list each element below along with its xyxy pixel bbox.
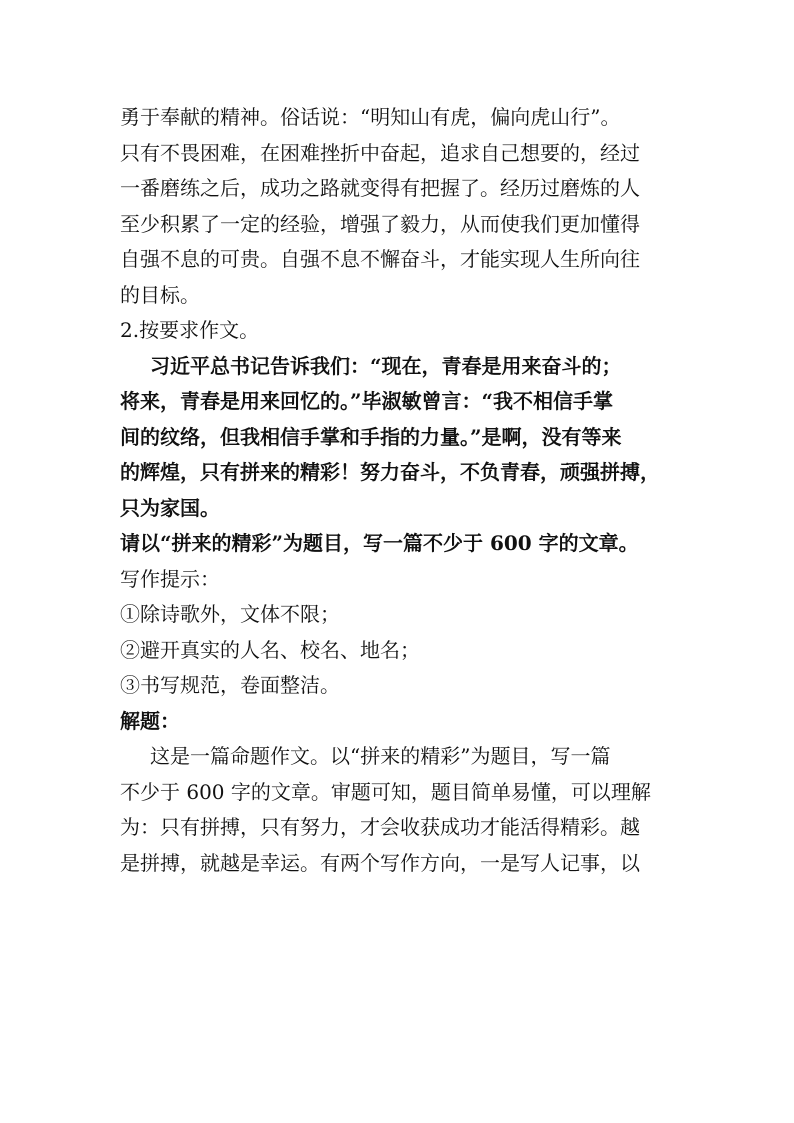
prompt-line: 将来，青春是用来回忆的。”毕淑敏曾言：“我不相信手掌	[120, 389, 614, 413]
paragraph-line: 自强不息的可贵。自强不息不懈奋斗，才能实现人生所向往	[120, 247, 640, 271]
essay-instruction: 请以“拼来的精彩”为题目，写一篇不少于 600 字的文章。	[120, 531, 639, 555]
analysis-heading: 解题：	[120, 708, 180, 733]
paragraph-line: 的目标。	[120, 282, 200, 307]
tips-heading: 写作提示：	[120, 566, 220, 591]
tip-item: ③书写规范，卷面整洁。	[120, 673, 340, 697]
tip-item: ②避开真实的人名、校名、地名；	[120, 637, 420, 662]
paragraph-line: 一番磨练之后，成功之路就变得有把握了。经历过磨炼的人	[120, 176, 640, 200]
prompt-line: 的辉煌，只有拼来的精彩！努力奋斗，不负青春，顽强拼搏，	[120, 460, 660, 484]
prompt-line: 间的纹络，但我相信手掌和手指的力量。”是啊，没有等来	[120, 424, 622, 449]
prompt-line: 只为家国。	[120, 495, 220, 520]
document-body	[120, 100, 690, 881]
analysis-line: 是拼搏，就越是幸运。有两个写作方向，一是写人记事，以	[120, 850, 640, 875]
tip-item: ①除诗歌外，文体不限；	[120, 602, 340, 626]
paragraph-line: 勇于奉献的精神。俗话说：“明知山有虎，偏向虎山行”。	[120, 105, 621, 129]
paragraph-line: 至少积累了一定的经验，增强了毅力，从而使我们更加懂得	[120, 211, 640, 236]
analysis-line: 不少于 600 字的文章。审题可知，题目简单易懂，可以理解	[120, 779, 651, 804]
question-heading: 2.按要求作文。	[120, 318, 260, 342]
prompt-line: 习近平总书记告诉我们：“现在，青春是用来奋斗的；	[150, 353, 622, 378]
paragraph-line: 只有不畏困难，在困难挫折中奋起，追求自己想要的，经过	[120, 140, 640, 165]
analysis-line: 为：只有拼搏，只有努力，才会收获成功才能活得精彩。越	[120, 815, 640, 839]
analysis-line: 这是一篇命题作文。以“拼来的精彩”为题目，写一篇	[150, 744, 611, 768]
